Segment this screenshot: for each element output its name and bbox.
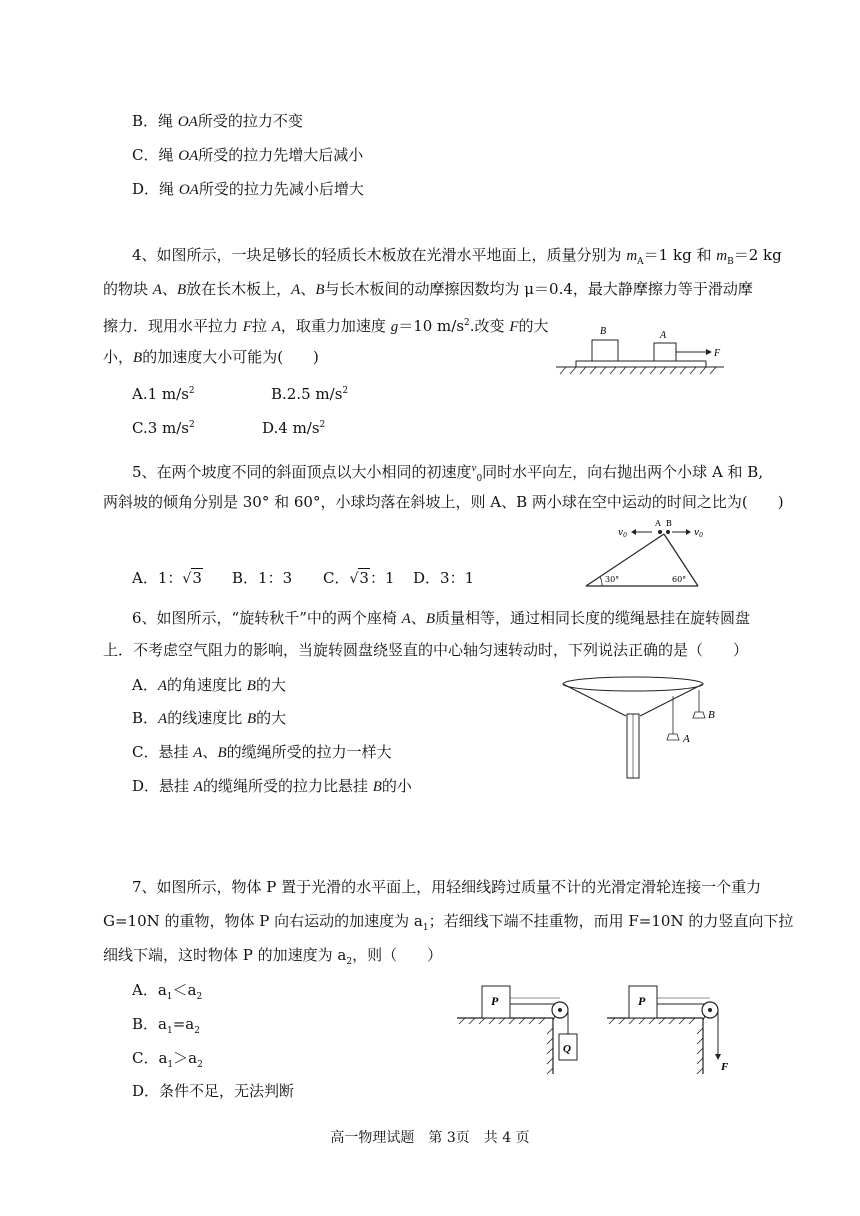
force-arrow-head [715, 1054, 721, 1060]
q5-line-2: 两斜坡的倾角分别是 30° 和 60°，小球均落在斜坡上，则 A、B 两小球在空中运动的时间之比为( ) [103, 493, 784, 511]
label-a: A [683, 733, 690, 745]
disc-top [563, 677, 703, 691]
q7-line-2: G=10N 的重物，物体 P 向右运动的加速度为 $a_1$；若细线下端不挂重物，而用 F=10N 的力竖直向下拉 [103, 912, 794, 933]
v0-right-arrow-head [686, 529, 691, 535]
q6-option-c: C．悬挂 A、B的缆绳所受的拉力一样大 [132, 743, 392, 761]
q6-swing-figure [560, 668, 720, 784]
pulley-figure-force [607, 986, 729, 1074]
label-a: A [655, 519, 661, 528]
q4-option-b: B.2.5 $m/s^2$ [271, 385, 349, 403]
q5-option-c: C．√3：1 [323, 569, 395, 587]
q5-line-1: 5、在两个坡度不同的斜面顶点以大小相同的初速度$^v_0$同时水平向左，向右抛出两个小球 A 和 B, [132, 462, 764, 484]
angle-30-label: 30° [605, 575, 620, 584]
q4-line-1: 4、如图所示，一块足够长的轻质长木板放在光滑水平地面上，质量分别为 $m_A=1$ kg 和 $m_B=2$ kg [132, 246, 782, 267]
ball-a [658, 530, 662, 534]
label-f: F [721, 1061, 729, 1073]
q3-option-c: C．绳 OA所受的拉力先增大后减小 [132, 146, 364, 164]
q7-option-b: B．$a_1=a_2$ [132, 1015, 200, 1036]
v0-left-label: $v_0$ [618, 528, 627, 539]
q6-option-b: B．A的线速度比 B的大 [132, 709, 287, 727]
q4-line-3: 擦力．现用水平拉力 F拉 A，取重力加速度 g＝10 $m/s^2$.改变 F的大 [103, 317, 549, 335]
q7-line-1: 7、如图所示，物体 P 置于光滑的水平面上，用轻细线跨过质量不计的光滑定滑轮连接一个重力 [132, 878, 762, 896]
ground-hatching [560, 367, 716, 374]
q4-option-c: C.3 $m/s^2$ [132, 419, 195, 437]
seat-a [667, 734, 679, 740]
q5-option-d: D．3：1 [413, 569, 475, 587]
page-footer: 高一物理试题 第 3页 共 4 页 [330, 1130, 530, 1146]
q6-option-a: A．A的角速度比 B的大 [132, 676, 286, 694]
seat-b [693, 712, 705, 718]
q7-option-a: A．$a_1<a_2$ [132, 981, 203, 1002]
q4-line-2: 的物块 A、B放在长木板上，A、B与长木板间的动摩擦因数均为 μ＝0.4，最大静摩擦力等于滑动摩 [103, 280, 753, 298]
pulley-axle-1 [558, 1008, 562, 1012]
label-p-1: P [491, 994, 499, 1008]
q3-option-b: B．绳 OA所受的拉力不变 [132, 112, 303, 130]
label-a: A [660, 330, 667, 341]
q3-option-d: D．绳 OA所受的拉力先减小后增大 [132, 180, 364, 198]
label-f: F [714, 348, 721, 359]
block-a [654, 343, 676, 361]
label-b: B [708, 709, 715, 721]
v0-left-arrow-head [631, 529, 636, 535]
q7-option-c: C．$a_1>a_2$ [132, 1049, 203, 1070]
label-p-2: P [638, 994, 646, 1008]
q4-blocks-figure [556, 318, 726, 380]
q4-line-4: 小，B的加速度大小可能为( ) [103, 348, 319, 366]
angle-60-label: 60° [672, 575, 687, 584]
q5-option-a: A．1：√3 [132, 569, 202, 587]
q4-option-d: D.4 $m/s^2$ [262, 419, 326, 437]
v0-right-label: $v_0$ [694, 528, 703, 539]
label-b: B [666, 519, 672, 528]
q6-option-d: D．悬挂 A的缆绳所受的拉力比悬挂 B的小 [132, 777, 412, 795]
ball-b [666, 530, 670, 534]
q4-option-a: A.1 $m/s^2$ [132, 385, 195, 403]
slope-30 [586, 534, 664, 586]
q6-line-2: 上．不考虑空气阻力的影响，当旋转圆盘绕竖直的中心轴匀速转动时，下列说法正确的是（ ） [103, 641, 749, 659]
q7-line-3: 细线下端，这时物体 P 的加速度为 $a_2$，则（ ） [103, 946, 443, 967]
angle-arc-30 [600, 577, 602, 586]
pulley-figure-weight [457, 986, 577, 1074]
block-b [592, 340, 618, 361]
q7-pulley-figures [455, 978, 735, 1080]
q7-option-d: D．条件不足，无法判断 [132, 1082, 295, 1100]
label-b: B [600, 326, 607, 337]
q5-option-b: B．1：3 [232, 569, 293, 587]
q6-line-1: 6、如图所示，“旋转秋千”中的两个座椅 A、B质量相等，通过相同长度的缆绳悬挂在旋转圆盘 [132, 609, 751, 627]
force-arrow-head [706, 349, 712, 355]
q5-slopes-figure [578, 518, 718, 590]
pulley-axle-2 [708, 1008, 712, 1012]
label-q: Q [563, 1043, 571, 1055]
board [576, 361, 706, 367]
